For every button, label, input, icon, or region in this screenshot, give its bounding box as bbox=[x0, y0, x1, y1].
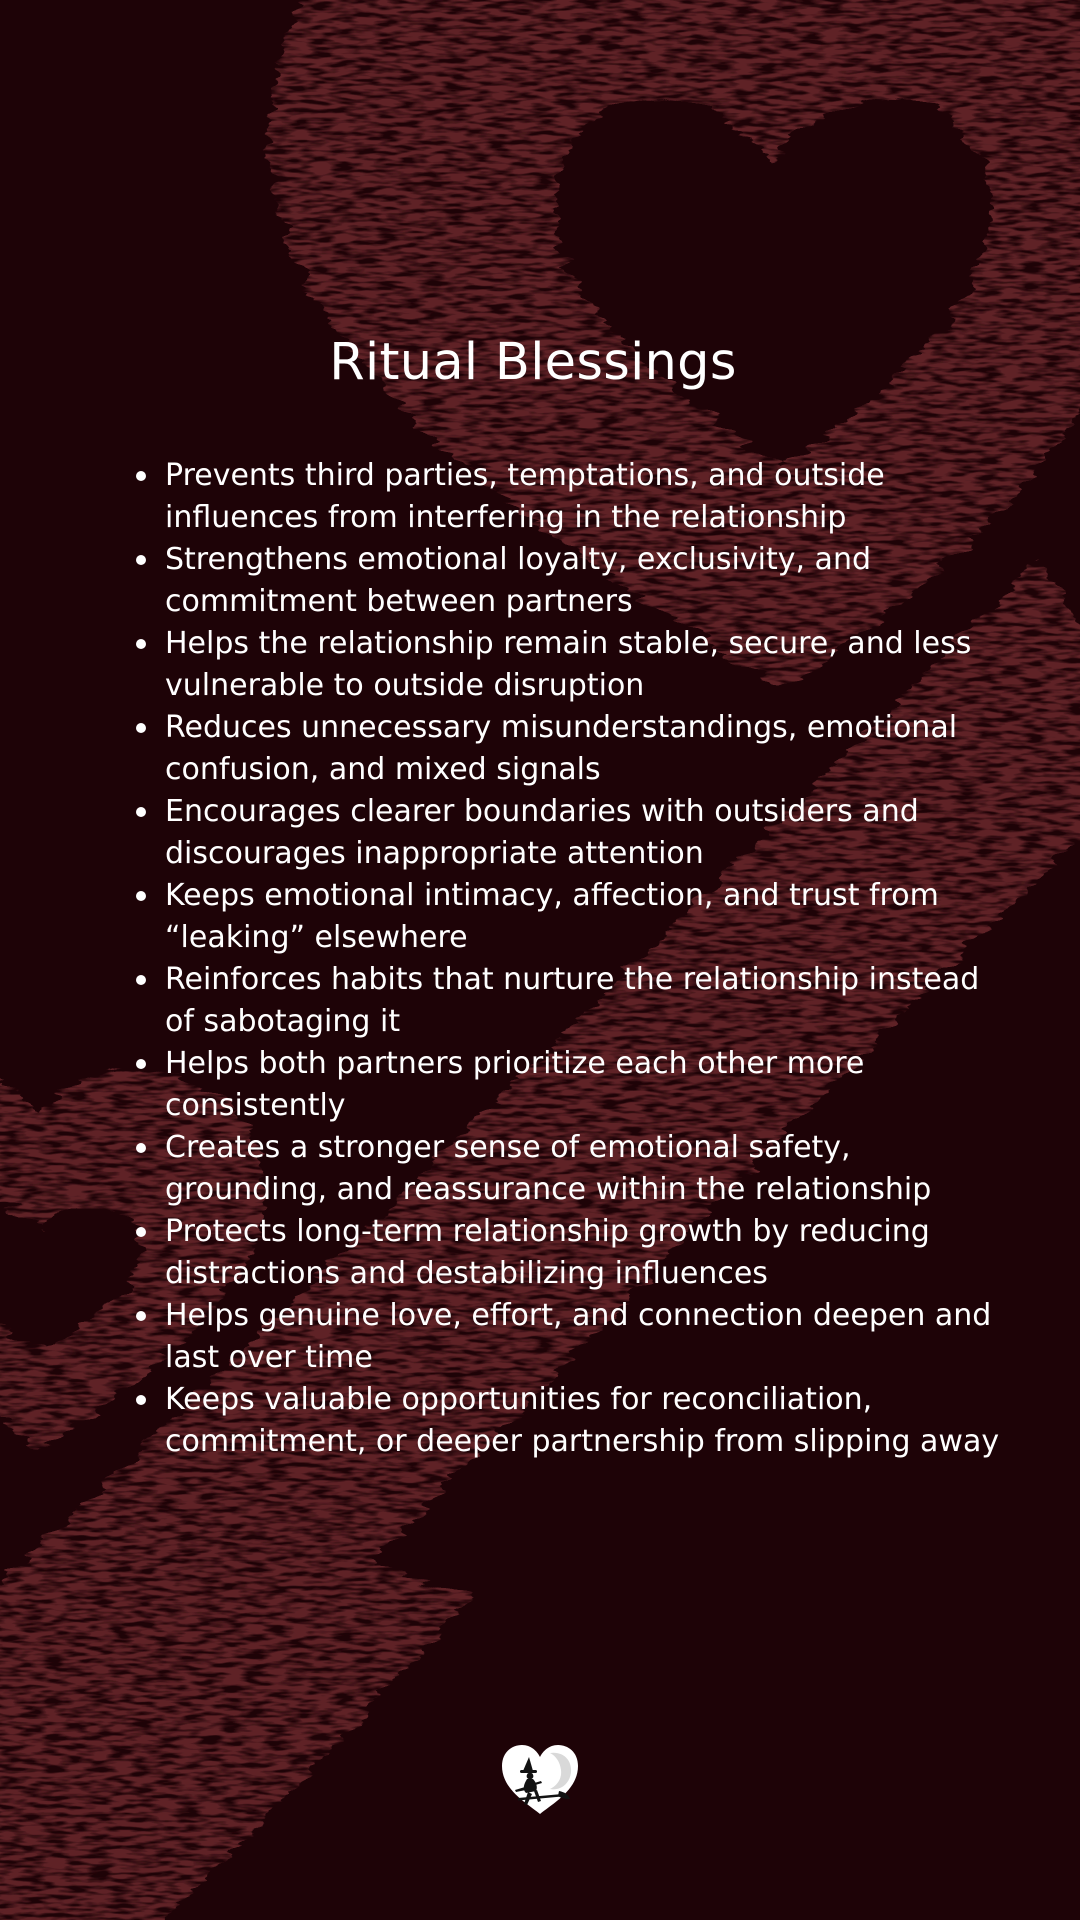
page-title: Ritual Blessings bbox=[329, 333, 737, 392]
list-item: Encourages clearer boundaries with outsiders and discourages inappropriate attention bbox=[165, 791, 1005, 875]
list-item: Reinforces habits that nurture the relationship instead of sabotaging it bbox=[165, 959, 1005, 1043]
list-item: Creates a stronger sense of emotional safety, grounding, and reassurance within the relationship bbox=[165, 1127, 1005, 1211]
list-item: Helps genuine love, effort, and connection deepen and last over time bbox=[165, 1295, 1005, 1379]
list-item: Helps both partners prioritize each other more consistently bbox=[165, 1043, 1005, 1127]
list-item: Strengthens emotional loyalty, exclusivity, and commitment between partners bbox=[165, 539, 1005, 623]
list-item: Reduces unnecessary misunderstandings, emotional confusion, and mixed signals bbox=[165, 707, 1005, 791]
list-item: Helps the relationship remain stable, secure, and less vulnerable to outside disruption bbox=[165, 623, 1005, 707]
list-item: Protects long-term relationship growth by reducing distractions and destabilizing influences bbox=[165, 1211, 1005, 1295]
blessings-list bbox=[132, 455, 1005, 1463]
list-item: Keeps valuable opportunities for reconciliation, commitment, or deeper partnership from slipping away bbox=[165, 1379, 1005, 1463]
list-item: Keeps emotional intimacy, affection, and trust from “leaking” elsewhere bbox=[165, 875, 1005, 959]
heart-witch-logo-icon bbox=[500, 1744, 580, 1816]
list-item: Prevents third parties, temptations, and outside influences from interfering in the relationship bbox=[165, 455, 1005, 539]
